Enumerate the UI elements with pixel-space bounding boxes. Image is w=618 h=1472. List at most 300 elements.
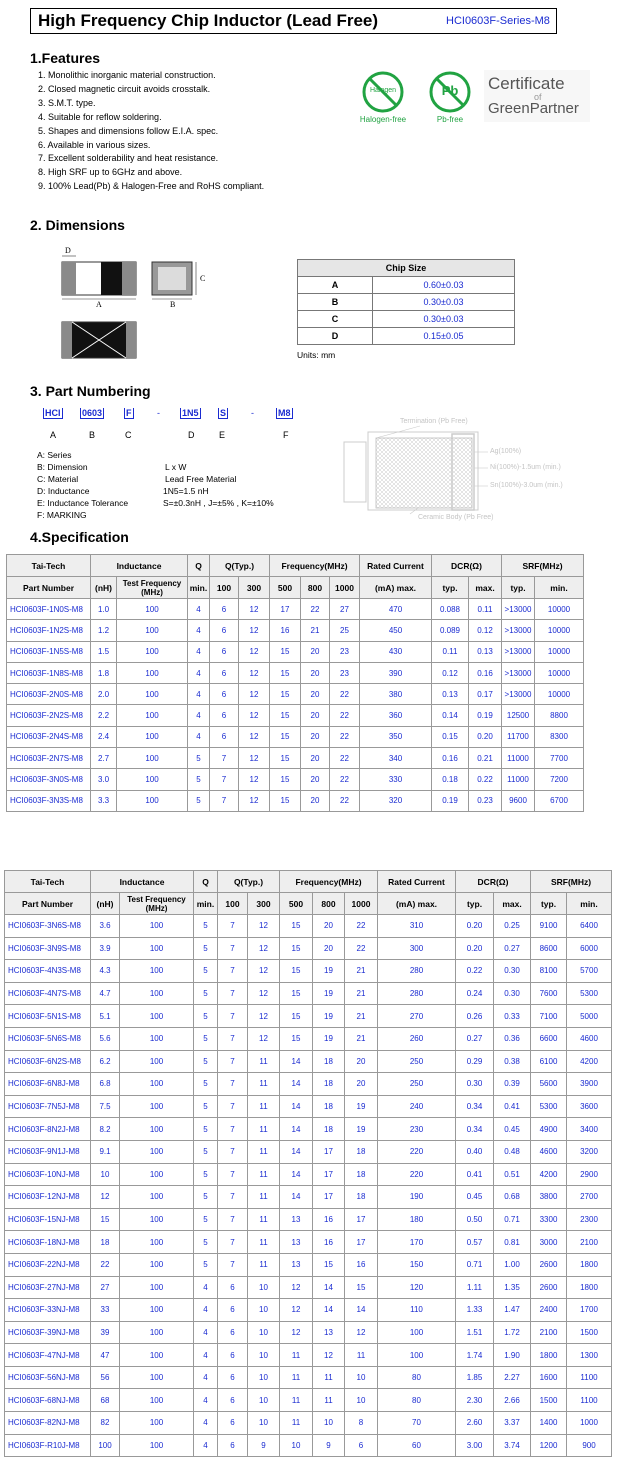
- spec-cell: 22: [301, 599, 330, 620]
- value-cell: 0.60±0.03: [373, 277, 515, 294]
- spec-cell: 4: [188, 599, 210, 620]
- spec-cell: 2900: [567, 1163, 612, 1186]
- spec-cell: 1.5: [91, 641, 117, 662]
- spec-cell: 0.16: [432, 748, 469, 769]
- spec-cell: 5: [194, 982, 218, 1005]
- construction-label: Ag(100%): [490, 448, 522, 455]
- spec-cell: 10: [345, 1366, 378, 1389]
- legend-value: Lead Free Material: [165, 474, 237, 484]
- spec-cell: 7: [218, 1140, 248, 1163]
- spec-cell: 8800: [535, 705, 584, 726]
- spec-cell: 3600: [567, 1095, 612, 1118]
- spec-cell: 4: [188, 662, 210, 683]
- spec-cell: 0.25: [494, 915, 531, 938]
- spec-cell: 21: [345, 982, 378, 1005]
- spec-cell: 14: [280, 1163, 313, 1186]
- th-1000: 1000: [345, 893, 378, 915]
- spec-cell: 12: [248, 937, 280, 960]
- spec-cell: 4: [194, 1389, 218, 1412]
- spec-cell: 1.47: [494, 1299, 531, 1322]
- spec-cell: 1600: [531, 1366, 567, 1389]
- th-part-number: Part Number: [5, 893, 91, 915]
- feature-item: 5. Shapes and dimensions follow E.I.A. spec.: [38, 126, 219, 136]
- spec-cell: 100: [120, 1073, 194, 1096]
- table-row: [7, 726, 584, 747]
- spec-cell: 14: [313, 1299, 345, 1322]
- spec-cell: 80: [378, 1389, 456, 1412]
- table-row: [5, 1299, 612, 1322]
- spec-cell: 100: [117, 599, 188, 620]
- code-label: A: [50, 430, 57, 440]
- spec-cell: 7700: [535, 748, 584, 769]
- spec-cell: 6: [210, 726, 239, 747]
- spec-cell: 9: [313, 1434, 345, 1457]
- table-row: [7, 641, 584, 662]
- table-row: [7, 684, 584, 705]
- spec-cell: 100: [120, 1299, 194, 1322]
- spec-cell: 0.45: [456, 1186, 494, 1209]
- spec-cell: 100: [120, 1366, 194, 1389]
- spec-cell: 0.34: [456, 1095, 494, 1118]
- spec-table-2: [4, 870, 612, 1457]
- specification-heading: 4.Specification: [30, 529, 129, 545]
- code-inductance: 1N5: [182, 408, 199, 418]
- spec-cell: 23: [330, 641, 360, 662]
- spec-cell: 14: [345, 1299, 378, 1322]
- spec-cell: 11700: [502, 726, 535, 747]
- spec-cell: 4: [194, 1299, 218, 1322]
- legend-key: E: Inductance Tolerance: [37, 498, 129, 508]
- spec-cell: 100: [117, 641, 188, 662]
- spec-cell: 13: [313, 1321, 345, 1344]
- spec-cell: 0.71: [494, 1208, 531, 1231]
- spec-cell: 110: [378, 1299, 456, 1322]
- spec-cell: 20: [301, 641, 330, 662]
- spec-cell: 5600: [531, 1073, 567, 1096]
- spec-cell: 0.23: [469, 790, 502, 811]
- spec-cell: 11: [248, 1095, 280, 1118]
- part-number-cell: HCI0603F-18NJ-M8: [5, 1231, 91, 1254]
- th-test-frequency: Test Frequency (MHz): [117, 577, 188, 599]
- spec-cell: 11: [280, 1366, 313, 1389]
- spec-cell: 300: [378, 937, 456, 960]
- spec-cell: 250: [378, 1050, 456, 1073]
- spec-cell: 0.13: [469, 641, 502, 662]
- spec-cell: 1300: [567, 1344, 612, 1367]
- spec-cell: 5: [194, 1005, 218, 1028]
- th-inductance: Inductance: [91, 555, 188, 577]
- spec-cell: 7200: [535, 769, 584, 790]
- legend-key: A: Series: [37, 450, 72, 460]
- spec-cell: 100: [120, 1208, 194, 1231]
- spec-cell: 7: [218, 1027, 248, 1050]
- table-row: [298, 294, 515, 311]
- spec-cell: 17: [313, 1186, 345, 1209]
- spec-cell: 100: [120, 1344, 194, 1367]
- table-row: [5, 982, 612, 1005]
- spec-cell: 5: [194, 1027, 218, 1050]
- spec-cell: 22: [330, 705, 360, 726]
- spec-cell: 3.74: [494, 1434, 531, 1457]
- spec-cell: 1800: [567, 1276, 612, 1299]
- spec-cell: 11000: [502, 748, 535, 769]
- spec-cell: 16: [345, 1253, 378, 1276]
- spec-cell: 18: [313, 1073, 345, 1096]
- spec-cell: 11: [248, 1118, 280, 1141]
- part-number-cell: HCI0603F-3N0S-M8: [7, 769, 91, 790]
- part-number-cell: HCI0603F-4N7S-M8: [5, 982, 91, 1005]
- spec-cell: 0.29: [456, 1050, 494, 1073]
- spec-cell: 17: [345, 1208, 378, 1231]
- spec-cell: 5: [194, 960, 218, 983]
- spec-cell: 6: [218, 1389, 248, 1412]
- legend-key: B: Dimension: [37, 462, 88, 472]
- spec-cell: 8.2: [91, 1118, 120, 1141]
- spec-cell: 12: [239, 726, 270, 747]
- table-row: [5, 1095, 612, 1118]
- table-row: [5, 1027, 612, 1050]
- dim-cell: D: [298, 328, 373, 345]
- th-frequency: Frequency(MHz): [270, 555, 360, 577]
- spec-cell: 22: [330, 726, 360, 747]
- spec-cell: 6: [210, 599, 239, 620]
- part-number-cell: HCI0603F-3N3S-M8: [7, 790, 91, 811]
- spec-cell: 13: [280, 1253, 313, 1276]
- part-number-cell: HCI0603F-2N4S-M8: [7, 726, 91, 747]
- spec-cell: 0.18: [432, 769, 469, 790]
- spec-cell: 5: [194, 1073, 218, 1096]
- part-number-cell: HCI0603F-2N0S-M8: [7, 684, 91, 705]
- spec-cell: 12: [248, 982, 280, 1005]
- spec-cell: 4: [194, 1366, 218, 1389]
- spec-cell: 0.30: [456, 1073, 494, 1096]
- spec-cell: 1800: [531, 1344, 567, 1367]
- spec-cell: 12500: [502, 705, 535, 726]
- spec-cell: 17: [313, 1163, 345, 1186]
- spec-cell: 7: [218, 1253, 248, 1276]
- part-number-cell: HCI0603F-56NJ-M8: [5, 1366, 91, 1389]
- th-dcr-typ: typ.: [432, 577, 469, 599]
- dim-label-d: D: [65, 246, 71, 255]
- spec-cell: 1700: [567, 1299, 612, 1322]
- part-number-cell: HCI0603F-27NJ-M8: [5, 1276, 91, 1299]
- spec-cell: 6: [345, 1434, 378, 1457]
- spec-cell: 68: [91, 1389, 120, 1412]
- spec-cell: 250: [378, 1073, 456, 1096]
- spec-cell: 0.57: [456, 1231, 494, 1254]
- part-number-cell: HCI0603F-3N6S-M8: [5, 915, 91, 938]
- spec-cell: 10: [248, 1321, 280, 1344]
- spec-cell: 12: [280, 1299, 313, 1322]
- spec-cell: 100: [378, 1344, 456, 1367]
- construction-label: Ni(100%)-1.5um (min.): [490, 464, 561, 471]
- table-row: [5, 1005, 612, 1028]
- feature-item: 8. High SRF up to 6GHz and above.: [38, 167, 183, 177]
- part-number-cell: HCI0603F-1N5S-M8: [7, 641, 91, 662]
- spec-cell: 8600: [531, 937, 567, 960]
- spec-cell: 19: [345, 1095, 378, 1118]
- th-800: 800: [301, 577, 330, 599]
- spec-cell: 100: [117, 662, 188, 683]
- spec-cell: 17: [313, 1140, 345, 1163]
- spec-cell: 47: [91, 1344, 120, 1367]
- spec-cell: 100: [120, 1095, 194, 1118]
- spec-cell: >13000: [502, 620, 535, 641]
- spec-cell: 9600: [502, 790, 535, 811]
- spec-cell: 5: [194, 915, 218, 938]
- spec-cell: 7: [210, 748, 239, 769]
- spec-cell: 4: [188, 705, 210, 726]
- spec-cell: 220: [378, 1163, 456, 1186]
- spec-cell: 16: [270, 620, 301, 641]
- spec-cell: 100: [120, 1321, 194, 1344]
- spec-cell: 310: [378, 915, 456, 938]
- spec-cell: 4: [188, 684, 210, 705]
- spec-cell: 3.00: [456, 1434, 494, 1457]
- spec-cell: 100: [91, 1434, 120, 1457]
- spec-cell: 11: [248, 1050, 280, 1073]
- spec-cell: 7: [218, 1163, 248, 1186]
- certificate-line3: GreenPartner: [488, 100, 579, 117]
- spec-cell: 180: [378, 1208, 456, 1231]
- spec-cell: 14: [280, 1050, 313, 1073]
- spec-cell: 11000: [502, 769, 535, 790]
- spec-cell: 390: [360, 662, 432, 683]
- spec-cell: 4: [188, 726, 210, 747]
- th-500: 500: [280, 893, 313, 915]
- spec-cell: 4200: [567, 1050, 612, 1073]
- spec-cell: 18: [313, 1118, 345, 1141]
- spec-cell: 1.00: [494, 1253, 531, 1276]
- spec-cell: 22: [330, 790, 360, 811]
- spec-cell: 10: [345, 1389, 378, 1412]
- part-number-cell: HCI0603F-6N2S-M8: [5, 1050, 91, 1073]
- spec-cell: 11: [280, 1344, 313, 1367]
- spec-cell: 22: [330, 748, 360, 769]
- spec-cell: 3200: [567, 1140, 612, 1163]
- table-row: [5, 1321, 612, 1344]
- spec-cell: 0.20: [469, 726, 502, 747]
- pb-caption: Pb-free: [436, 115, 464, 124]
- spec-cell: 220: [378, 1140, 456, 1163]
- dim-label-c: C: [200, 274, 206, 283]
- spec-cell: 15: [280, 960, 313, 983]
- chip-size-table: [297, 259, 515, 345]
- spec-cell: 360: [360, 705, 432, 726]
- spec-cell: 27: [91, 1276, 120, 1299]
- spec-cell: 17: [345, 1231, 378, 1254]
- spec-cell: 0.26: [456, 1005, 494, 1028]
- spec-cell: 15: [91, 1208, 120, 1231]
- table-row: [7, 769, 584, 790]
- table-row: [5, 1118, 612, 1141]
- spec-cell: 4200: [531, 1163, 567, 1186]
- spec-cell: 3.9: [91, 937, 120, 960]
- spec-cell: 100: [117, 769, 188, 790]
- th-500: 500: [270, 577, 301, 599]
- spec-cell: 0.41: [456, 1163, 494, 1186]
- spec-cell: 2.0: [91, 684, 117, 705]
- part-number-cell: HCI0603F-4N3S-M8: [5, 960, 91, 983]
- spec-cell: 20: [301, 790, 330, 811]
- halogen-free-logo: [357, 70, 409, 126]
- part-number-cell: HCI0603F-8N2J-M8: [5, 1118, 91, 1141]
- part-number-cell: HCI0603F-15NJ-M8: [5, 1208, 91, 1231]
- table-row: [5, 1073, 612, 1096]
- spec-cell: 0.12: [469, 620, 502, 641]
- spec-cell: 10: [313, 1412, 345, 1435]
- spec-cell: 100: [117, 684, 188, 705]
- th-srf-min: min.: [567, 893, 612, 915]
- spec-cell: 0.21: [469, 748, 502, 769]
- spec-cell: 100: [120, 1027, 194, 1050]
- part-number-cell: HCI0603F-7N5J-M8: [5, 1095, 91, 1118]
- spec-cell: 21: [345, 1005, 378, 1028]
- spec-cell: 5300: [531, 1095, 567, 1118]
- spec-cell: 12: [248, 915, 280, 938]
- spec-cell: 15: [270, 662, 301, 683]
- spec-cell: 20: [313, 915, 345, 938]
- construction-label: Sn(100%)-3.0um (min.): [490, 482, 563, 489]
- spec-cell: 6600: [531, 1027, 567, 1050]
- th-frequency: Frequency(MHz): [280, 871, 378, 893]
- spec-cell: 4: [194, 1344, 218, 1367]
- spec-cell: 27: [330, 599, 360, 620]
- spec-cell: 1.90: [494, 1344, 531, 1367]
- spec-cell: 6: [218, 1434, 248, 1457]
- legend-value: 1N5=1.5 nH: [163, 486, 209, 496]
- spec-cell: 2.66: [494, 1389, 531, 1412]
- feature-item: 1. Monolithic inorganic material construction.: [38, 70, 216, 80]
- code-label: B: [89, 430, 96, 440]
- spec-cell: 240: [378, 1095, 456, 1118]
- spec-cell: 12: [345, 1321, 378, 1344]
- table-row: [7, 748, 584, 769]
- spec-cell: 21: [345, 1027, 378, 1050]
- th-dcr-typ: typ.: [456, 893, 494, 915]
- spec-cell: 12: [239, 662, 270, 683]
- spec-cell: 23: [330, 662, 360, 683]
- value-cell: 0.30±0.03: [373, 311, 515, 328]
- spec-cell: 1.85: [456, 1366, 494, 1389]
- spec-cell: 60: [378, 1434, 456, 1457]
- spec-cell: 2600: [531, 1276, 567, 1299]
- spec-cell: 6: [210, 662, 239, 683]
- th-srf-typ: typ.: [502, 577, 535, 599]
- spec-cell: 100: [117, 726, 188, 747]
- spec-cell: 6700: [535, 790, 584, 811]
- spec-cell: 11: [280, 1389, 313, 1412]
- spec-cell: 100: [120, 937, 194, 960]
- spec-cell: 12: [239, 705, 270, 726]
- part-numbering-heading: 3. Part Numbering: [30, 383, 151, 399]
- spec-cell: 12: [248, 960, 280, 983]
- spec-cell: 3.3: [91, 790, 117, 811]
- dim-label-a: A: [96, 300, 102, 309]
- th-q-typ: Q(Typ.): [218, 871, 280, 893]
- feature-item: 6. Available in various sizes.: [38, 140, 151, 150]
- spec-cell: 5: [194, 1140, 218, 1163]
- spec-cell: 10: [248, 1344, 280, 1367]
- spec-cell: 15: [270, 769, 301, 790]
- spec-cell: 1.72: [494, 1321, 531, 1344]
- code-material: F: [126, 408, 132, 418]
- spec-cell: 5: [194, 1208, 218, 1231]
- spec-cell: 15: [313, 1253, 345, 1276]
- th-nh: (nH): [91, 893, 120, 915]
- spec-cell: 1.2: [91, 620, 117, 641]
- spec-cell: 100: [117, 620, 188, 641]
- spec-cell: 0.12: [432, 662, 469, 683]
- dim-cell: C: [298, 311, 373, 328]
- legend-key: F: MARKING: [37, 510, 87, 520]
- part-number-cell: HCI0603F-R10J-M8: [5, 1434, 91, 1457]
- spec-cell: 11: [248, 1231, 280, 1254]
- spec-cell: 100: [120, 1389, 194, 1412]
- spec-cell: 20: [301, 726, 330, 747]
- certificate-line1: Certificate: [488, 74, 565, 93]
- spec-cell: 11: [248, 1163, 280, 1186]
- spec-cell: 2.4: [91, 726, 117, 747]
- spec-cell: 21: [345, 960, 378, 983]
- spec-cell: 6: [210, 620, 239, 641]
- spec-cell: 0.16: [469, 662, 502, 683]
- spec-cell: 7100: [531, 1005, 567, 1028]
- spec-cell: 15: [280, 982, 313, 1005]
- spec-cell: 18: [345, 1140, 378, 1163]
- part-number-cell: HCI0603F-9N1J-M8: [5, 1140, 91, 1163]
- spec-cell: 1100: [567, 1366, 612, 1389]
- code-series: HCI: [45, 408, 61, 418]
- spec-cell: 19: [313, 1005, 345, 1028]
- spec-cell: 3900: [567, 1073, 612, 1096]
- feature-item: 2. Closed magnetic circuit avoids crosstalk.: [38, 84, 211, 94]
- spec-cell: 0.19: [432, 790, 469, 811]
- spec-cell: 100: [120, 1434, 194, 1457]
- spec-cell: 0.45: [494, 1118, 531, 1141]
- spec-cell: 18: [91, 1231, 120, 1254]
- spec-cell: 1800: [567, 1253, 612, 1276]
- spec-cell: 1.33: [456, 1299, 494, 1322]
- spec-cell: 6.2: [91, 1050, 120, 1073]
- spec-cell: 280: [378, 982, 456, 1005]
- spec-cell: 5: [194, 1186, 218, 1209]
- table-row: [5, 960, 612, 983]
- feature-item: 9. 100% Lead(Pb) & Halogen-Free and RoHS compliant.: [38, 181, 265, 191]
- spec-cell: 0.41: [494, 1095, 531, 1118]
- spec-cell: 0.20: [456, 915, 494, 938]
- table-row: [5, 1163, 612, 1186]
- spec-cell: 12: [239, 684, 270, 705]
- spec-cell: 10000: [535, 662, 584, 683]
- spec-cell: 22: [330, 769, 360, 790]
- spec-cell: 340: [360, 748, 432, 769]
- spec-cell: 2100: [567, 1231, 612, 1254]
- spec-cell: 100: [120, 1231, 194, 1254]
- spec-cell: 1.35: [494, 1276, 531, 1299]
- spec-cell: >13000: [502, 684, 535, 705]
- spec-cell: 16: [313, 1231, 345, 1254]
- spec-cell: 70: [378, 1412, 456, 1435]
- spec-cell: 350: [360, 726, 432, 747]
- spec-cell: 8: [345, 1412, 378, 1435]
- spec-cell: 2.7: [91, 748, 117, 769]
- spec-cell: 7: [218, 982, 248, 1005]
- spec-cell: 5: [194, 937, 218, 960]
- table-row: [5, 1140, 612, 1163]
- features-heading: 1.Features: [30, 50, 101, 66]
- spec-cell: 1.8: [91, 662, 117, 683]
